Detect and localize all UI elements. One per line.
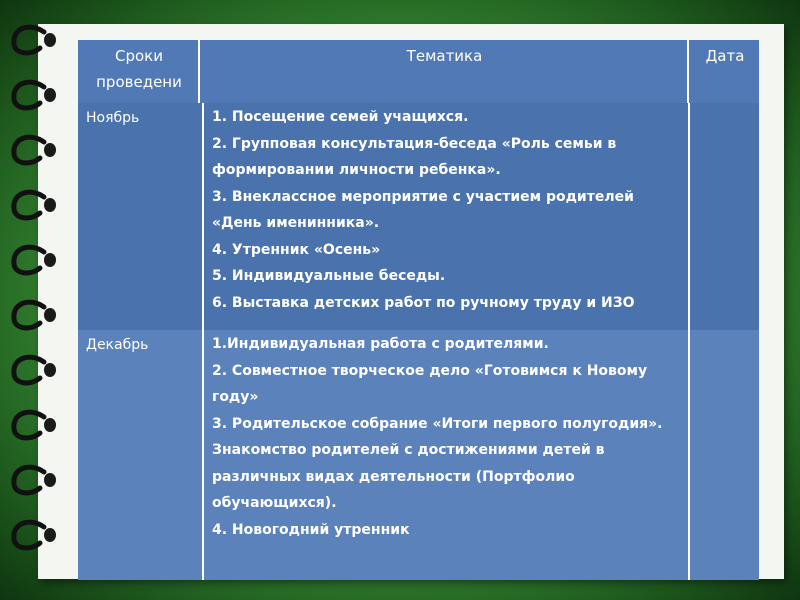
ring-icon xyxy=(14,247,56,273)
topic-item: 1. Посещение семей учащихся. xyxy=(212,109,469,125)
topic-item: 1.Индивидуальная работа с родителями. xyxy=(212,336,549,352)
topic-item: 4. Утренник «Осень» xyxy=(212,241,381,258)
topic-item: 6. Выставка детских работ по ручному труду и ИЗО xyxy=(212,294,635,311)
header-period: Сроки проведени xyxy=(78,40,200,103)
ring-icon xyxy=(14,522,56,548)
table-header-row xyxy=(78,40,759,105)
topic-item: 2. Совместное творческое дело «Готовимся к Новому году» xyxy=(212,362,648,405)
ring-icon xyxy=(14,412,56,438)
month-cell: Декабрь xyxy=(78,330,204,580)
ring-icon xyxy=(14,137,56,163)
notebook-rings xyxy=(0,0,90,600)
topic-item: 2. Групповая консультация-беседа «Роль семьи в формировании личности ребенка». xyxy=(212,135,617,178)
month-cell: Ноябрь xyxy=(78,103,204,330)
table-row xyxy=(78,330,759,580)
topic-item: 3. Родительское собрание «Итоги первого полугодия». xyxy=(212,415,663,432)
date-cell xyxy=(690,330,759,580)
topic-item: 5. Индивидуальные беседы. xyxy=(212,268,446,284)
ring-icon xyxy=(14,192,56,218)
ring-icon xyxy=(14,82,56,108)
topic-item: Знакомство родителей с достижениями детей в различных видах деятельности (Портфолио обучающихся). xyxy=(212,442,605,511)
topic-item: 4. Новогодний утренник xyxy=(212,521,410,538)
header-date: Дата xyxy=(705,47,745,65)
topics-cell xyxy=(204,103,690,330)
ring-icon xyxy=(14,302,56,328)
topics-cell xyxy=(204,330,690,580)
date-cell xyxy=(690,103,759,330)
header-topic: Тематика xyxy=(200,40,689,103)
schedule-table xyxy=(78,40,759,580)
ring-icon xyxy=(14,467,56,493)
table-row xyxy=(78,103,759,332)
ring-icon xyxy=(14,357,56,383)
ring-icon xyxy=(14,27,56,53)
topic-item: 3. Внеклассное мероприятие с участием родителей «День именинника». xyxy=(212,188,634,231)
